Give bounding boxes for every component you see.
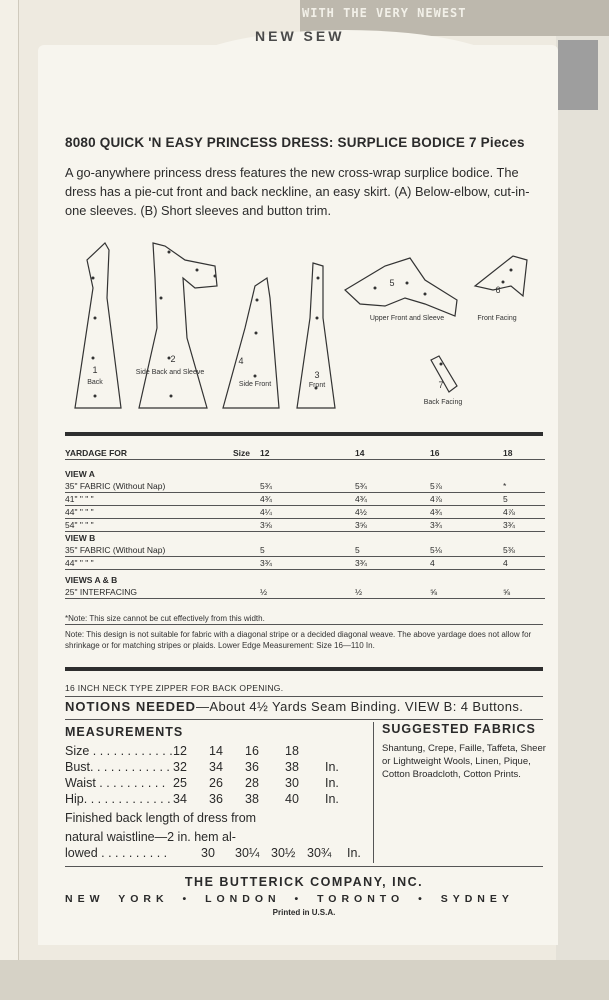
piece-number-4: 4 [238, 356, 244, 366]
finished-length-line: Finished back length of dress from [65, 811, 257, 825]
yardage-footnote: *Note: This size cannot be cut effectively from this width. [65, 613, 543, 625]
fabrics-title: SUGGESTED FABRICS [382, 722, 536, 736]
divider [65, 696, 543, 697]
piece-number-3: 3 [314, 370, 320, 380]
envelope-left-edge [0, 0, 19, 1000]
envelope-bottom [0, 960, 609, 1000]
piece-number-6: 6 [495, 285, 501, 295]
pattern-description: A go-anywhere princess dress features the new cross-wrap surplice bodice. The dress has a pie-cut front and back neckline, an easy skirt. (A) Below-elbow, cut-in-one sleeves. (B) Short sleeves and button trim. [65, 165, 530, 218]
piece-number-1: 1 [92, 365, 98, 375]
flap-text: WITH THE VERY NEWEST [302, 6, 467, 20]
table-row: 25" INTERFACING ½ ½ ⅝ ⅝ [65, 586, 545, 599]
piece-number-5: 5 [389, 278, 395, 288]
table-row: 54" " " " 3⅝ 3⅝ 3¾ 3¾ [65, 519, 545, 532]
view-b-label: VIEW B [65, 533, 96, 543]
measurements-title: MEASUREMENTS [65, 725, 184, 739]
piece-number-7: 7 [438, 380, 444, 390]
size-12: 12 [260, 448, 270, 458]
size-14: 14 [355, 448, 365, 458]
company-name: THE BUTTERICK COMPANY, INC. [184, 875, 424, 889]
piece-label-upper-front: Upper Front and Sleeve [369, 315, 445, 322]
measurement-row: Hip. . . . . . . . . . . . . 34 36 38 40 In. [65, 792, 339, 806]
piece-label-front: Front [308, 382, 326, 389]
piece-side-front-outline [223, 278, 279, 408]
yardage-label: YARDAGE FOR [65, 448, 128, 458]
envelope-shadow [558, 40, 598, 110]
size-16: 16 [430, 448, 440, 458]
table-row: 44" " " " 4¼ 4½ 4¾ 4⅞ [65, 506, 545, 519]
envelope-right-flap [556, 20, 609, 960]
piece-number-2: 2 [170, 354, 176, 364]
table-row: 35" FABRIC (Without Nap) 5 5 5⅛ 5⅜ [65, 544, 545, 557]
divider [65, 866, 543, 867]
divider-thick [65, 667, 543, 671]
measurement-row: Size . . . . . . . . . . . . 12 14 16 18 [65, 744, 299, 758]
yardage-header-row [65, 447, 545, 460]
flap-text-partial: NEW SEW [255, 28, 345, 44]
piece-label-side-back: Side Back and Sleeve [135, 369, 205, 376]
panel-arch [180, 30, 510, 110]
piece-front-facing-outline [475, 256, 527, 296]
company-cities: NEW YORK • LONDON • TORONTO • SYDNEY [65, 893, 514, 905]
finished-length-line: natural waistline—2 in. hem al- [65, 830, 236, 844]
suggested-fabrics-section [373, 722, 552, 863]
table-row: 41" " " " 4¾ 4¾ 4⅞ 5 [65, 493, 545, 506]
piece-label-side-front: Side Front [238, 381, 272, 388]
piece-label-back-facing: Back Facing [423, 399, 463, 406]
zipper-note: 16 INCH NECK TYPE ZIPPER FOR BACK OPENING. [65, 683, 284, 693]
yardage-table [65, 447, 545, 599]
printed-in: Printed in U.S.A. [272, 908, 336, 917]
measurement-row: Bust. . . . . . . . . . . . 32 34 36 38 In. [65, 760, 339, 774]
divider-thick [65, 432, 543, 436]
finished-length-row: lowed . . . . . . . . . . 30 30¼ 30½ 30¾ In. [65, 846, 361, 860]
piece-label-back: Back [87, 379, 103, 386]
table-row: 44" " " " 3¾ 3¾ 4 4 [65, 557, 545, 570]
piece-side-back-outline [139, 243, 217, 408]
piece-upper-front-outline [345, 258, 457, 316]
piece-label-front-facing: Front Facing [477, 315, 517, 322]
measurements-section [65, 725, 367, 867]
table-row: 35" FABRIC (Without Nap) 5¾ 5¾ 5⅞ * [65, 480, 545, 493]
pattern-title: 8080 QUICK 'N EASY PRINCESS DRESS: SURPLICE BODICE 7 Pieces [65, 135, 525, 150]
divider [65, 719, 543, 720]
measurement-row: Waist . . . . . . . . . . 25 26 28 30 In. [65, 776, 339, 790]
notions-needed: NOTIONS NEEDED—About 4½ Yards Seam Binding. VIEW B: 4 Buttons. [65, 699, 524, 714]
fabrics-text: Shantung, Crepe, Faille, Taffeta, Sheer or Lightweight Wools, Linen, Pique, Cotton Broadcloth, Cotton Prints. [382, 743, 546, 780]
view-a-label: VIEW A [65, 469, 95, 479]
piece-back-facing-outline [431, 356, 457, 392]
size-18: 18 [503, 448, 513, 458]
views-ab-label: VIEWS A & B [65, 575, 118, 585]
pattern-pieces-diagram [65, 238, 555, 423]
size-label: Size [233, 448, 251, 458]
yardage-note: Note: This design is not suitable for fabric with a diagonal stripe or a decided diagonal weave. The above yardage does not allow for shrinkage or for matching stripes or plaids. Lower Edge Measurement: Size 16—110 In. [65, 630, 532, 650]
